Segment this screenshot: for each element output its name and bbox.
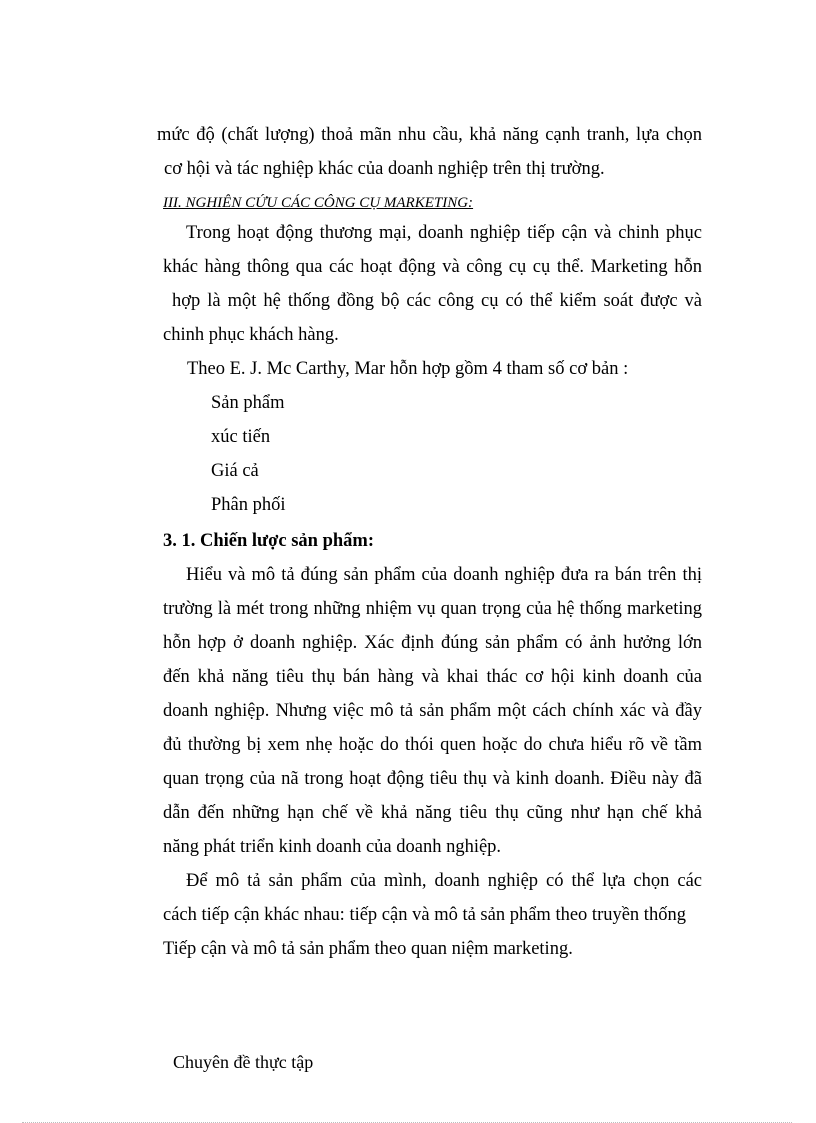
param-item: xúc tiến <box>211 427 271 447</box>
para2-line-3: hỗn hợp ở doanh nghiệp. Xác định đúng sản phẩm có ảnh hưởng lớn <box>163 633 702 653</box>
para1-line-3: hợp là một hệ thống đồng bộ các công cụ có thể kiểm soát được và <box>172 291 702 311</box>
para2-line-1: Hiểu và mô tả đúng sản phẩm của doanh nghiệp đưa ra bán trên thị <box>186 565 702 585</box>
theo-line: Theo E. J. Mc Carthy, Mar hỗn hợp gồm 4 tham số cơ bản : <box>187 359 629 379</box>
para2-line-5: doanh nghiệp. Nhưng việc mô tả sản phẩm một cách chính xác và đầy <box>163 701 702 721</box>
param-item: Sản phẩm <box>211 393 285 413</box>
footer-label: Chuyên đề thực tập <box>173 1052 314 1072</box>
para3-line-1: Để mô tả sản phẩm của mình, doanh nghiệp có thể lựa chọn các <box>186 871 702 891</box>
section-heading: III. NGHIÊN CỨU CÁC CÔNG CỤ MARKETING: <box>163 195 474 211</box>
para2-line-8: dẫn đến những hạn chế về khả năng tiêu thụ cũng như hạn chế khả <box>163 803 702 823</box>
para2-line-7: quan trọng của nã trong hoạt động tiêu thụ và kinh doanh. Điều này đã <box>163 769 702 789</box>
para1-line-1: Trong hoạt động thương mại, doanh nghiệp tiếp cận và chinh phục <box>186 223 702 243</box>
intro-line-2: cơ hội và tác nghiệp khác của doanh nghiệp trên thị trường. <box>164 159 605 179</box>
para2-line-9: năng phát triển kinh doanh của doanh nghiệp. <box>163 837 502 857</box>
para2-line-4: đến khả năng tiêu thụ bán hàng và khai thác cơ hội kinh doanh của <box>163 667 702 687</box>
para1-line-2: khác hàng thông qua các hoạt động và công cụ cụ thể. Marketing hỗn <box>163 257 702 277</box>
para1-line-4: chinh phục khách hàng. <box>163 325 339 345</box>
para2-line-6: đủ thường bị xem nhẹ hoặc do thói quen hoặc do chưa hiểu rõ về tầm <box>163 735 702 755</box>
subheading: 3. 1. Chiến lược sản phẩm: <box>163 531 374 551</box>
param-item: Giá cả <box>211 461 259 481</box>
para3-line-2: cách tiếp cận khác nhau: tiếp cận và mô tả sản phẩm theo truyền thống <box>163 905 686 925</box>
para3-line-3: Tiếp cận và mô tả sản phẩm theo quan niệm marketing. <box>163 939 573 959</box>
para2-line-2: trường là mét trong những nhiệm vụ quan trọng của hệ thống marketing <box>163 599 702 619</box>
param-item: Phân phối <box>211 495 286 515</box>
intro-line-1: mức độ (chất lượng) thoả mãn nhu cầu, khả năng cạnh tranh, lựa chọn <box>157 125 702 145</box>
